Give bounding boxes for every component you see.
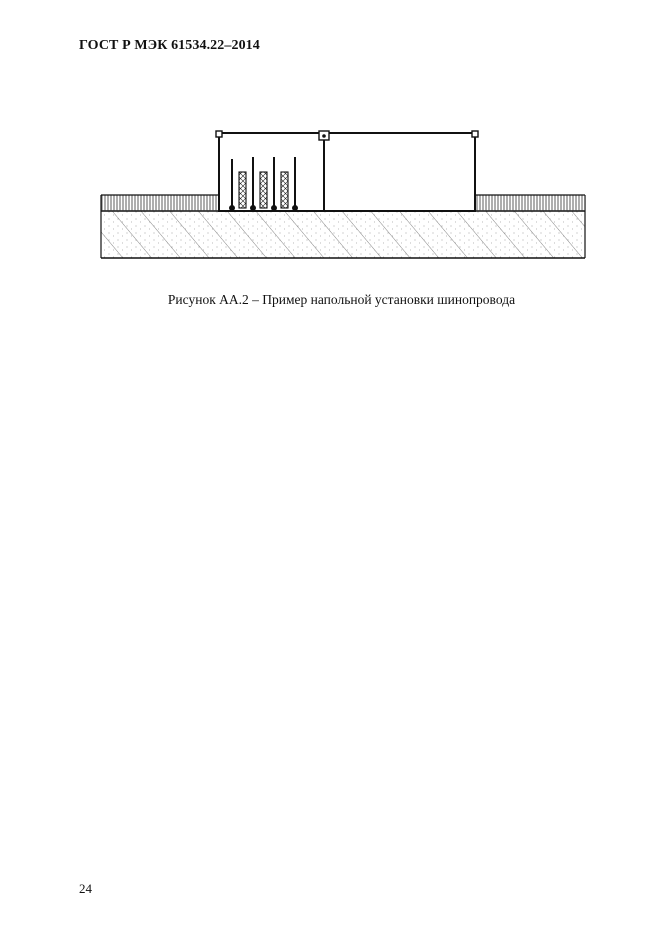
page-number: 24 — [79, 881, 92, 896]
busbar-conductors — [230, 157, 298, 211]
floor-finish-right — [475, 195, 585, 211]
floor-installation-figure — [98, 126, 588, 262]
busbar-enclosure — [216, 131, 478, 211]
figure-caption: Рисунок АА.2 – Пример напольной установки шинопровода — [167, 292, 516, 307]
document-header: ГОСТ Р МЭК 61534.22–2014 — [79, 38, 260, 53]
floor-finish-left — [101, 195, 219, 211]
